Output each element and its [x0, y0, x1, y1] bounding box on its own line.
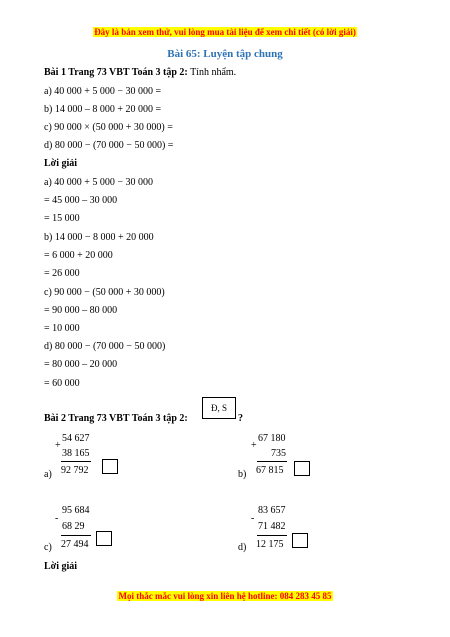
bai1-question-a: a) 40 000 + 5 000 − 30 000 =: [44, 86, 162, 97]
answer-box[interactable]: [292, 533, 308, 548]
calc-d: [238, 504, 338, 554]
calc-bottom-number: 68 29: [62, 521, 85, 532]
solution-line: = 45 000 – 30 000: [44, 195, 118, 206]
answer-box[interactable]: [102, 459, 118, 474]
bai2-heading: Bài 2 Trang 73 VBT Toán 3 tập 2:: [44, 413, 188, 424]
calc-bottom-number: 38 165: [62, 448, 90, 459]
bai1-question-b: b) 14 000 – 8 000 + 20 000 =: [44, 104, 162, 115]
calc-top-number: 83 657: [258, 505, 286, 516]
solution-line: = 60 000: [44, 378, 80, 389]
answer-box[interactable]: [96, 531, 112, 546]
calc-rule: [61, 535, 91, 536]
ds-answer-box: Đ, S: [202, 397, 236, 419]
calc-label: b): [238, 469, 247, 480]
solution-line: d) 80 000 − (70 000 − 50 000): [44, 341, 166, 352]
bai1-instruction: Tính nhẩm.: [190, 67, 237, 78]
footer-banner-text: Mọi thắc mắc vui lòng xin liên hệ hotline: 084 283 45 85: [118, 591, 332, 601]
bai2-question-mark: ?: [238, 413, 243, 424]
bai1-heading: Bài 1 Trang 73 VBT Toán 3 tập 2:: [44, 67, 188, 78]
solution-line: b) 14 000 − 8 000 + 20 000: [44, 232, 154, 243]
calc-top-number: 95 684: [62, 505, 90, 516]
solution-line: c) 90 000 − (50 000 + 30 000): [44, 287, 165, 298]
bai1-question-c: c) 90 000 × (50 000 + 30 000) =: [44, 122, 173, 133]
header-banner-text: Đây là bản xem thử, vui lòng mua tài liệu để xem chi tiết (có lời giải): [94, 27, 356, 37]
calc-operator: -: [55, 513, 59, 524]
calc-result: 67 815: [256, 465, 284, 476]
footer-banner: [0, 590, 450, 602]
bai1-solution-label: Lời giải: [44, 158, 78, 169]
solution-line: = 80 000 – 20 000: [44, 359, 118, 370]
calc-label: d): [238, 542, 247, 553]
bai1-heading-line: [44, 66, 236, 79]
calc-label: c): [44, 542, 52, 553]
calc-bottom-number: 735: [271, 448, 286, 459]
calc-operator: -: [251, 513, 255, 524]
calc-b: [238, 432, 338, 482]
bai1-question-d: d) 80 000 − (70 000 − 50 000) =: [44, 140, 174, 151]
calc-result: 27 494: [61, 539, 89, 550]
calc-rule: [257, 535, 287, 536]
calc-top-number: 54 627: [62, 433, 90, 444]
calc-a: [44, 432, 144, 482]
calc-label: a): [44, 469, 52, 480]
answer-box[interactable]: [294, 461, 310, 476]
calc-result: 12 175: [256, 539, 284, 550]
solution-line: = 10 000: [44, 323, 80, 334]
calc-result: 92 792: [61, 465, 89, 476]
calc-top-number: 67 180: [258, 433, 286, 444]
calc-rule: [61, 461, 91, 462]
header-banner: [0, 26, 450, 38]
solution-line: = 26 000: [44, 268, 80, 279]
page-title: Bài 65: Luyện tập chung: [167, 48, 283, 60]
solution-line: = 90 000 – 80 000: [44, 305, 118, 316]
calc-rule: [257, 461, 287, 462]
solution-line: = 15 000: [44, 213, 80, 224]
bai2-solution-label: Lời giải: [44, 561, 78, 572]
calc-c: [44, 504, 144, 554]
calc-operator: +: [251, 440, 257, 451]
calc-operator: +: [55, 440, 61, 451]
calc-bottom-number: 71 482: [258, 521, 286, 532]
solution-line: a) 40 000 + 5 000 − 30 000: [44, 177, 154, 188]
solution-line: = 6 000 + 20 000: [44, 250, 113, 261]
